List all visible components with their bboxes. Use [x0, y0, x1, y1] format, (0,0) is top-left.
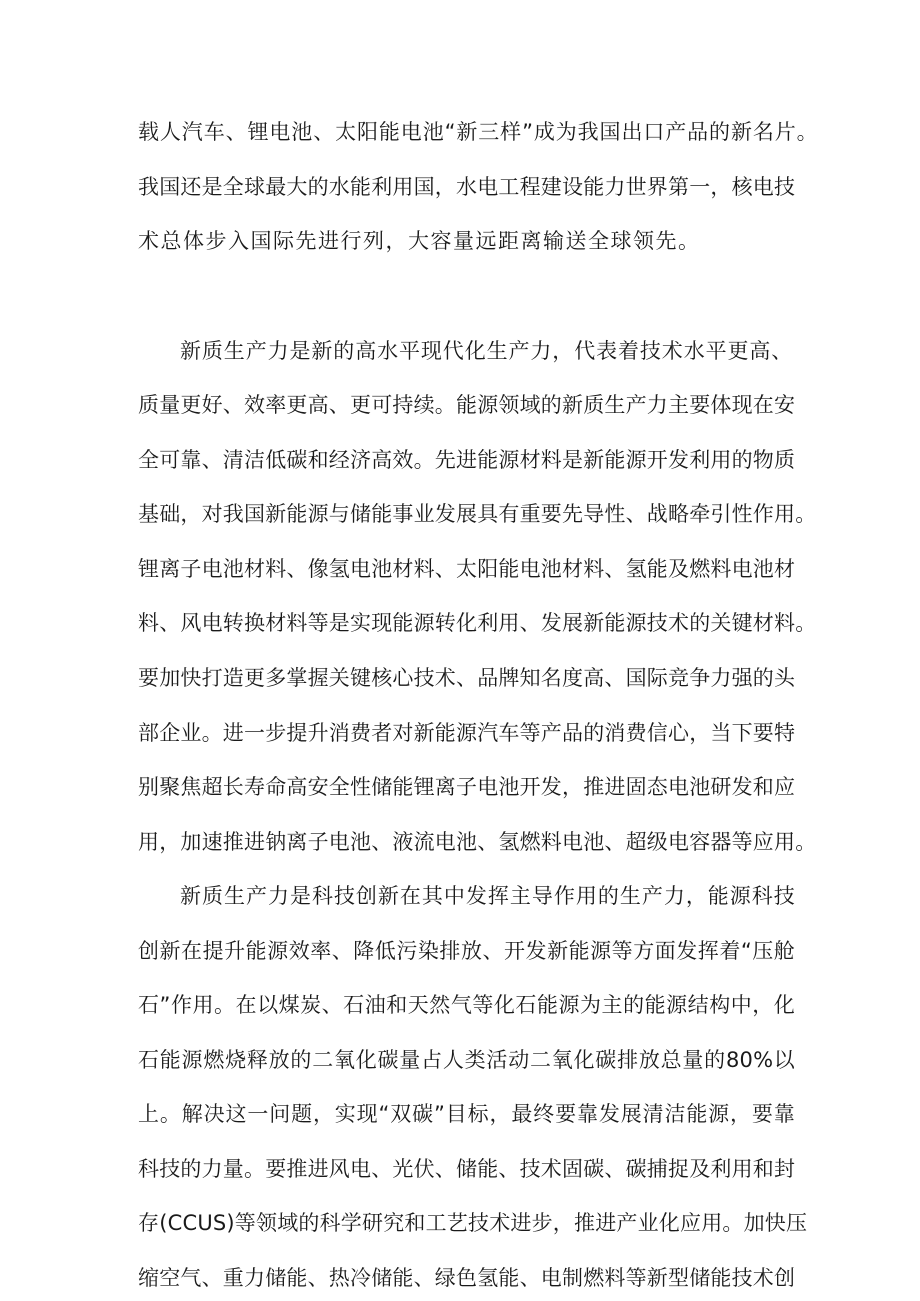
paragraph-2-line-7: 要加快打造更多掌握关键核心技术、品牌知名度高、国际竞争力强的头	[138, 666, 796, 690]
paragraph-2-line-1: 新质生产力是新的高水平现代化生产力，代表着技术水平更高、	[180, 339, 794, 363]
paragraph-2-line-2: 质量更好、效率更高、更可持续。能源领域的新质生产力主要体现在安	[138, 393, 796, 417]
paragraph-1-line-3: 术总体步入国际先进行列，大容量远距离输送全球领先。	[138, 229, 701, 253]
paragraph-2-line-6: 料、风电转换材料等是实现能源转化利用、发展新能源技术的关键材料。	[138, 611, 817, 635]
paragraph-3-line-5: 上。解决这一问题，实现“双碳”目标，最终要靠发展清洁能源，要靠	[138, 1102, 795, 1126]
paragraph-3-line-1: 新质生产力是科技创新在其中发挥主导作用的生产力，能源科技	[180, 884, 795, 908]
paragraph-3-line-2: 创新在提升能源效率、降低污染排放、开发新能源等方面发挥着“压舱	[138, 939, 795, 963]
paragraph-2-line-3: 全可靠、清洁低碳和经济高效。先进能源材料是新能源开发利用的物质	[138, 448, 796, 472]
paragraph-3-line-8: 缩空气、重力储能、热冷储能、绿色氢能、电制燃料等新型储能技术创	[138, 1266, 796, 1290]
paragraph-2-line-5: 锂离子电池材料、像氢电池材料、太阳能电池材料、氢能及燃料电池材	[138, 557, 796, 581]
paragraph-2-line-10: 用，加速推进钠离子电池、液流电池、氢燃料电池、超级电容器等应用。	[138, 830, 817, 854]
paragraph-3-line-4: 石能源燃烧释放的二氧化碳量占人类活动二氧化碳排放总量的80%以	[138, 1048, 795, 1072]
paragraph-3-line-3: 石”作用。在以煤炭、石油和天然气等化石能源为主的能源结构中，化	[138, 993, 795, 1017]
paragraph-1-line-2: 我国还是全球最大的水能利用国，水电工程建设能力世界第一，核电技	[138, 175, 796, 199]
paragraph-3-line-7: 存(CCUS)等领域的科学研究和工艺技术进步，推进产业化应用。加快压	[138, 1211, 808, 1235]
paragraph-2-line-9: 别聚焦超长寿命高安全性储能锂离子电池开发，推进固态电池研发和应	[138, 775, 796, 799]
paragraph-1-line-1: 载人汽车、锂电池、太阳能电池“新三样”成为我国出口产品的新名片。	[138, 120, 819, 144]
paragraph-3-line-6: 科技的力量。要推进风电、光伏、储能、技术固碳、碳捕捉及利用和封	[138, 1157, 796, 1181]
paragraph-2-line-8: 部企业。进一步提升消费者对新能源汽车等产品的消费信心，当下要特	[138, 721, 796, 745]
paragraph-2-line-4: 基础，对我国新能源与储能事业发展具有重要先导性、战略牵引性作用。	[138, 502, 817, 526]
